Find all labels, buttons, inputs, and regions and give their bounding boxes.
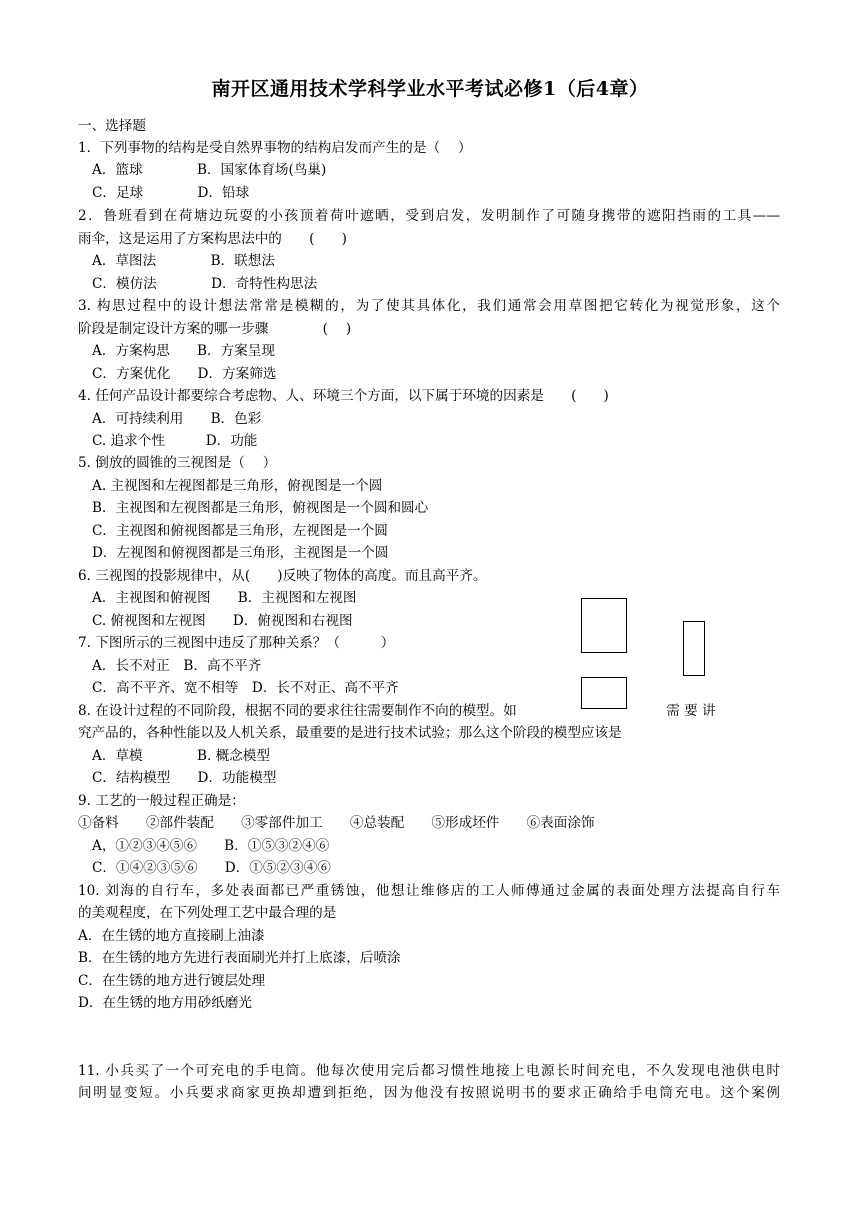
question-2-stem-cont: 雨伞，这是运用了方案构思法中的 ( ): [78, 231, 347, 247]
question-6-stem: 6. 三视图的投影规律中，从( )反映了物体的高度。而且高平齐。: [78, 568, 487, 584]
question-2-options-ab: A．草图法 B．联想法: [92, 253, 275, 269]
question-8-options-ab: A．草模 B. 概念模型: [92, 748, 270, 764]
question-1-options-cd: C．足球 D．铅球: [92, 185, 250, 201]
question-7-options-ab: A．长不对正 B．高不平齐: [92, 658, 262, 674]
question-5-option-b: B．主视图和左视图都是三角形，俯视图是一个圆和圆心: [92, 500, 429, 516]
question-4-stem: 4. 任何产品设计都要综合考虑物、人、环境三个方面，以下属于环境的因素是 ( ): [78, 388, 609, 404]
question-9-stem: 9. 工艺的一般过程正确是：: [78, 793, 245, 809]
question-5-option-d: D．左视图和俯视图都是三角形，主视图是一个圆: [92, 545, 389, 561]
question-4-options-cd: C. 追求个性 D．功能: [92, 433, 258, 449]
question-10-option-d: D．在生锈的地方用砂纸磨光: [78, 995, 253, 1011]
section-heading: 一、选择题: [78, 118, 146, 134]
question-3-options-ab: A．方案构思 B．方案呈现: [92, 343, 275, 359]
question-10-stem-cont: 的美观程度，在下列处理工艺中最合理的是: [78, 905, 337, 921]
question-11-stem-cont: 间明显变短。小兵要求商家更换却遭到拒绝，因为他没有按照说明书的要求正确给手电筒充电。这个案例: [78, 1085, 780, 1101]
question-10-option-b: B．在生锈的地方先进行表面刷光并打上底漆，后喷涂: [78, 950, 401, 966]
question-10-option-a: A．在生锈的地方直接刷上油漆: [78, 928, 265, 944]
page-title: 南开区通用技术学科学业水平考试必修1（后4章）: [211, 78, 649, 100]
question-3-stem: 3. 构思过程中的设计想法常常是模糊的，为了使其具体化，我们通常会用草图把它转化为视觉形象，这个: [78, 298, 780, 314]
question-8-stem: 8. 在设计过程的不同阶段，根据不同的要求往往需要制作不向的模型。如 需 要 讲: [78, 703, 716, 719]
question-2-options-cd: C．模仿法 D．奇特性构思法: [92, 276, 318, 292]
front-view-rectangle: [581, 598, 627, 653]
question-2-stem: 2．鲁班看到在荷塘边玩耍的小孩顶着荷叶遮晒，受到启发，发明制作了可随身携带的遮阳挡雨的工具——: [78, 208, 780, 224]
question-1-options-ab: A．篮球 B．国家体育场(鸟巢): [92, 162, 327, 178]
question-9-steps: ①备料 ②部件装配 ③零部件加工 ④总装配 ⑤形成坯件 ⑥表面涂饰: [78, 815, 595, 831]
question-5-stem: 5. 倒放的圆锥的三视图是（ ）: [78, 455, 277, 471]
question-6-options-cd: C. 俯视图和左视图 D．俯视图和右视图: [92, 613, 353, 629]
question-8-stem-cont: 究产品的，各种性能以及人机关系，最重要的是进行技术试验；那么这个阶段的模型应该是: [78, 725, 622, 741]
question-9-options-cd: C．①④②③⑤⑥ D．①⑤②③④⑥: [92, 860, 331, 876]
question-3-options-cd: C．方案优化 D．方案筛选: [92, 366, 277, 382]
question-5-option-a: A. 主视图和左视图都是三角形，俯视图是一个圆: [92, 478, 383, 494]
question-1-stem: 1．下列事物的结构是受自然界事物的结构启发而产生的是（ ）: [78, 140, 472, 156]
question-7-options-cd: C．高不平齐、宽不相等 D．长不对正、高不平齐: [92, 680, 399, 696]
question-7-stem: 7. 下图所示的三视图中违反了那种关系？（ ）: [78, 635, 395, 651]
question-4-options-ab: A．可持续利用 B．色彩: [92, 411, 262, 427]
question-5-option-c: C．主视图和俯视图都是三角形，左视图是一个圆: [92, 523, 388, 539]
question-10-option-c: C．在生锈的地方进行镀层处理: [78, 973, 266, 989]
question-6-options-ab: A．主视图和俯视图 B．主视图和左视图: [92, 590, 357, 606]
question-8-options-cd: C．结构模型 D．功能模型: [92, 770, 277, 786]
question-3-stem-cont: 阶段是制定设计方案的哪一步骤 ( ): [78, 321, 352, 337]
side-view-rectangle: [683, 621, 705, 676]
question-10-stem: 10. 刘海的自行车，多处表面都已严重锈蚀，他想让维修店的工人师傅通过金属的表面处理方法提高自行车: [78, 883, 780, 899]
question-9-options-ab: A，①②③④⑤⑥ B．①⑤③②④⑥: [92, 838, 330, 854]
question-11-stem: 11. 小兵买了一个可充电的手电筒。他每次使用完后都习惯性地接上电源长时间充电，不久发现电池供电时: [78, 1063, 780, 1079]
